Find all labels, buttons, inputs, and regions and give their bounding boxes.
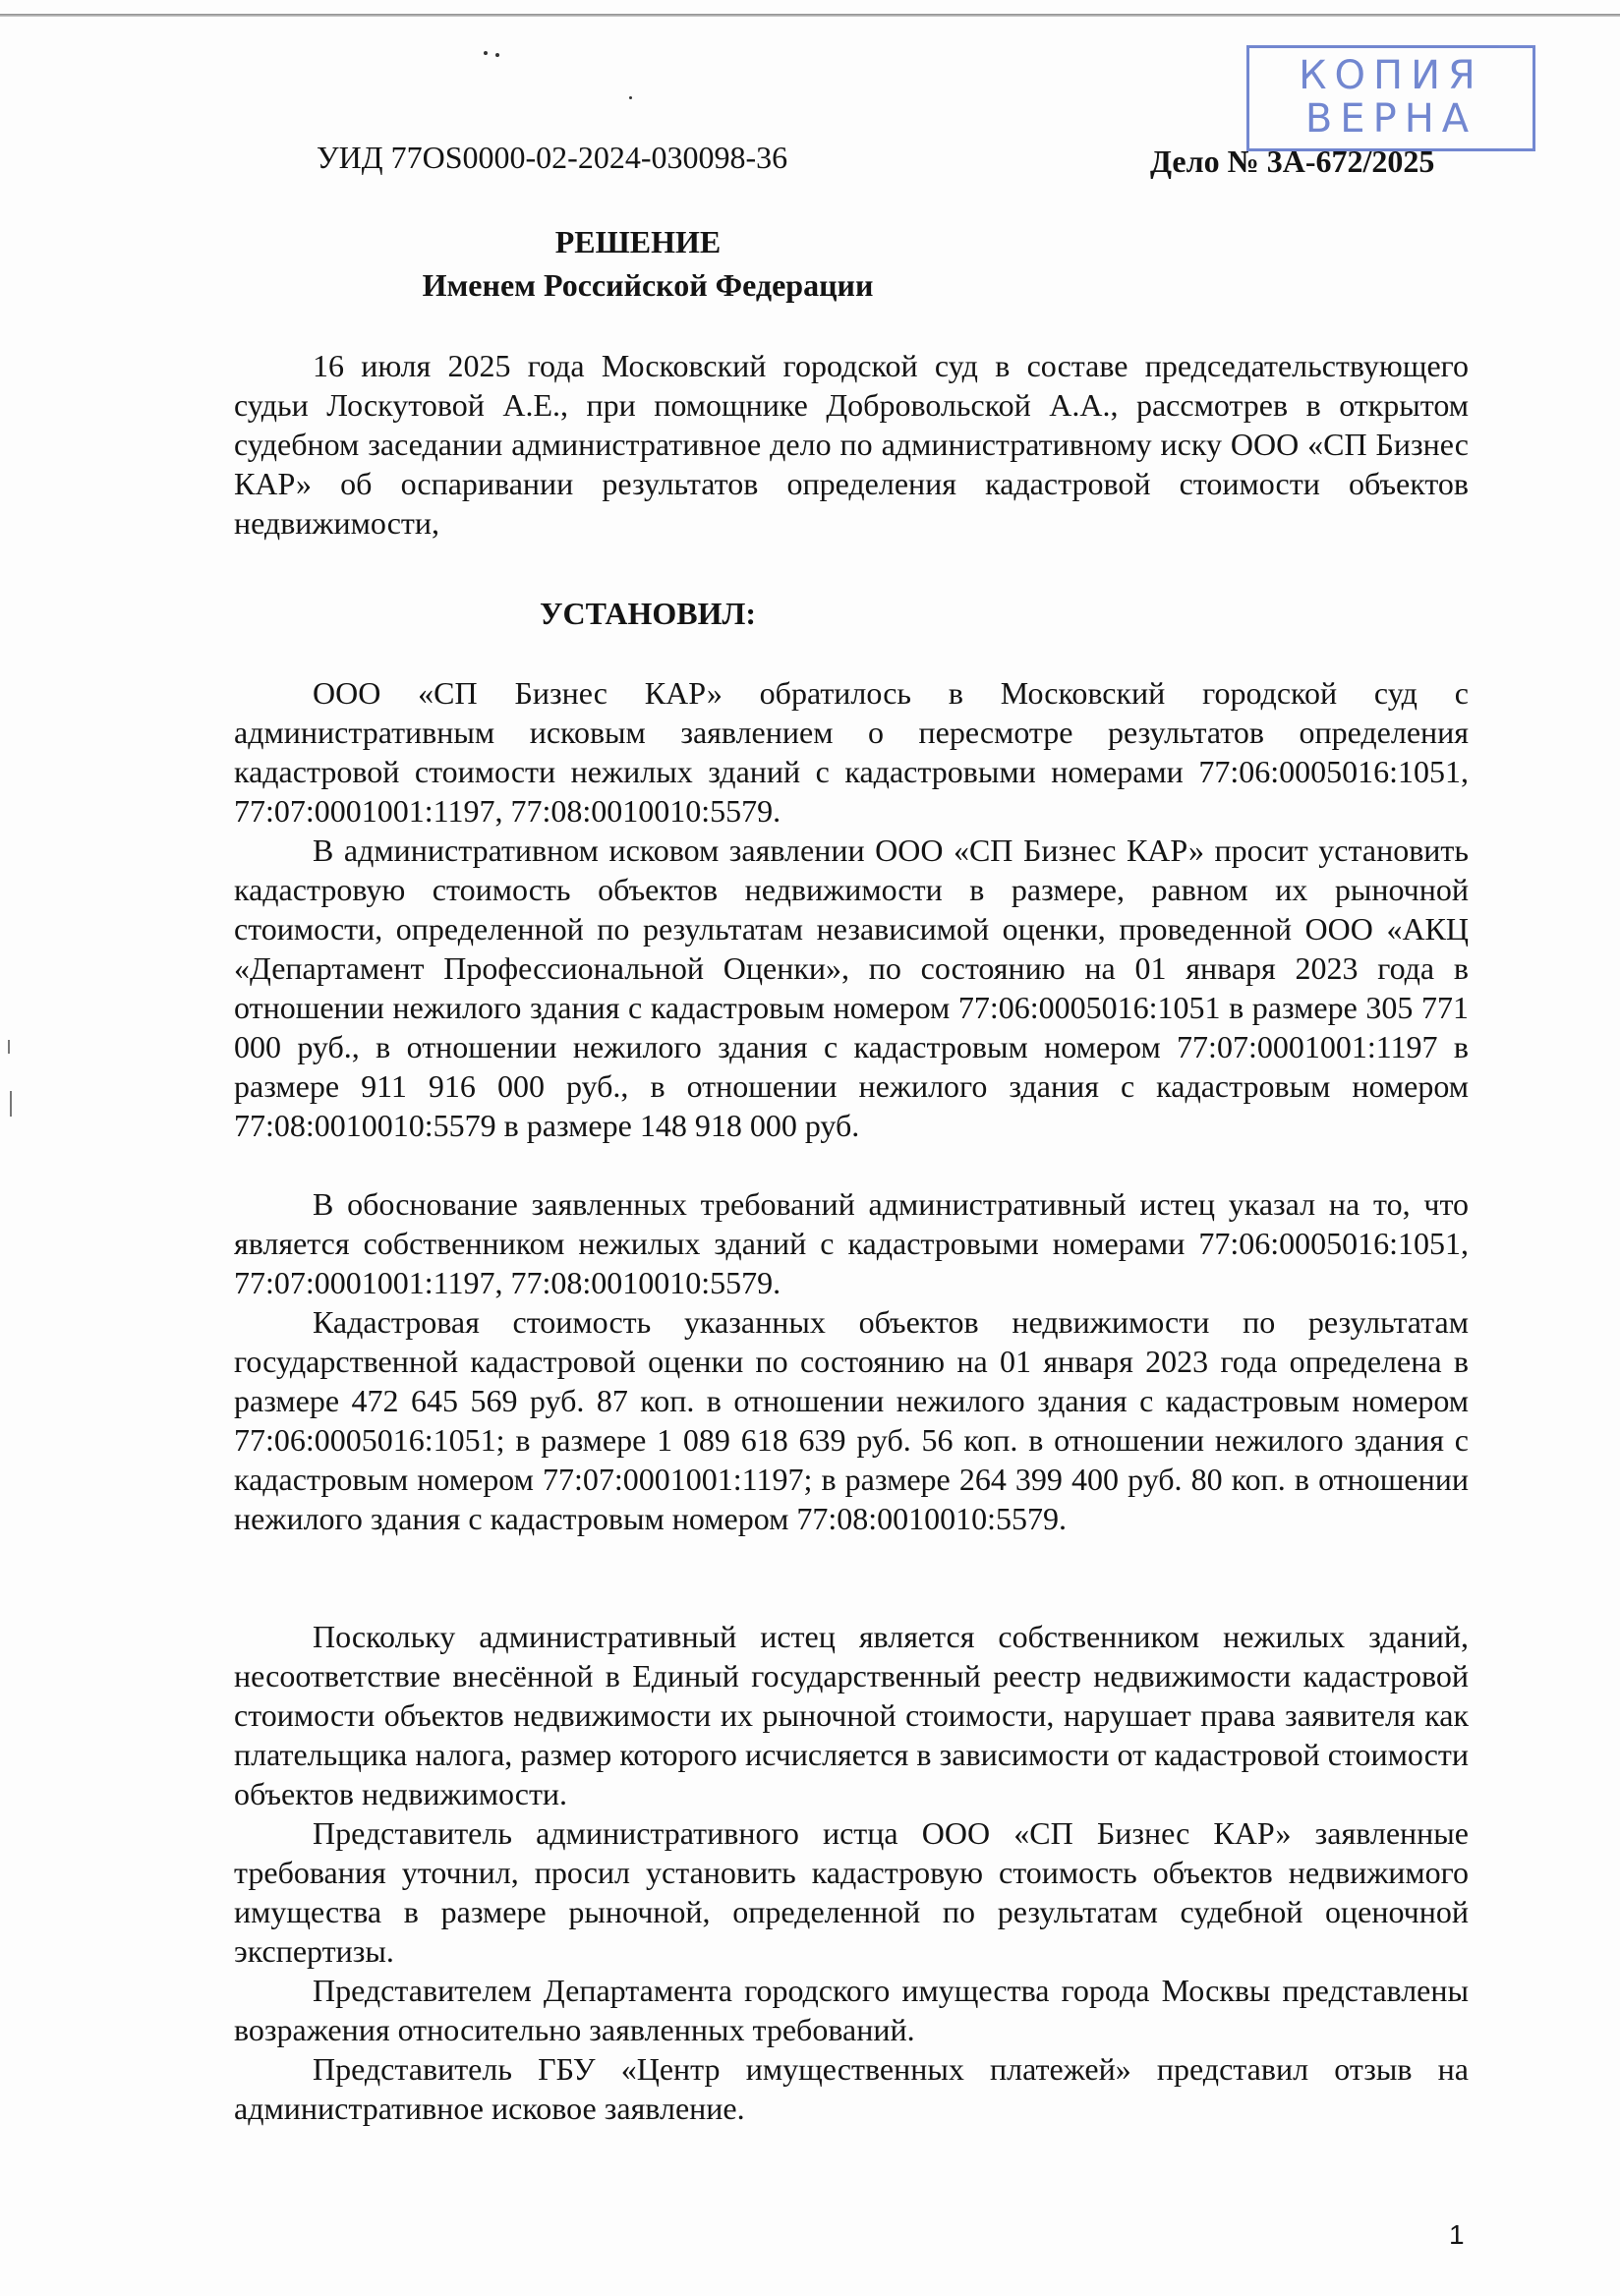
paragraph: В обоснование заявленных требований административный истец указал на то, что является собственником нежилых зданий с кадастровыми номерами 77:06:0005016:1051, 77:07:0001001:1197, 77:08:0010010:5579. bbox=[234, 1186, 1469, 1300]
scan-margin-mark bbox=[10, 1091, 12, 1117]
paragraph: Представитель административного истца ООО «СП Бизнес КАР» заявленные требования уточнил, просил установить кадастровую стоимость объектов недвижимого имущества в размере рыночной, определенной по результатам судебной оценочной экспертизы. bbox=[234, 1815, 1469, 1969]
case-number: Дело № 3А-672/2025 bbox=[1150, 144, 1435, 179]
page-number: 1 bbox=[1449, 2219, 1465, 2250]
paragraph: Представителем Департамента городского имущества города Москвы представлены возражения относительно заявленных требований. bbox=[234, 1973, 1469, 2047]
copy-true-stamp bbox=[1246, 45, 1535, 151]
scan-top-edge bbox=[0, 14, 1620, 17]
paragraph: Поскольку административный истец является собственником нежилых зданий, несоответствие внесённой в Единый государственный реестр недвижимости кадастровой стоимости объектов недвижимости их рыночной стоимости, нарушает права заявителя как плательщика налога, размер которого исчисляется в зависимости от кадастровой стоимости объектов недвижимости. bbox=[234, 1619, 1469, 1811]
paragraph: ООО «СП Бизнес КАР» обратилось в Московский городской суд с административным исковым заявлением о пересмотре результатов определения кадастровой стоимости нежилых зданий с кадастровыми номерами 77:06:0005016:1051, 77:07:0001001:1197, 77:08:0010010:5579. bbox=[234, 675, 1469, 829]
stamp-line-1: КОПИЯ bbox=[1299, 53, 1483, 98]
decision-subtitle: Именем Российской Федерации bbox=[422, 267, 874, 303]
scan-margin-mark bbox=[8, 1040, 10, 1054]
established-heading: УСТАНОВИЛ: bbox=[540, 596, 756, 631]
paragraph: В административном исковом заявлении ООО «СП Бизнес КАР» просит установить кадастровую стоимость объектов недвижимости в размере, равном их рыночной стоимости, определенной по результатам независимой оценки, проведенной ООО «АКЦ «Департамент Профессиональной Оценки», по состоянию на 01 января 2023 года в отношении нежилого здания с кадастровым номером 77:06:0005016:1051 в размере 305 771 000 руб., в отношении нежилого здания с кадастровым номером 77:07:0001001:1197 в размере 911 916 000 руб., в отношении нежилого здания с кадастровым номером 77:08:0010010:5579 в размере 148 918 000 руб. bbox=[234, 832, 1469, 1143]
scan-speck bbox=[484, 51, 488, 55]
case-uid: УИД 77OS0000-02-2024-030098-36 bbox=[317, 140, 788, 175]
paragraph-intro: 16 июля 2025 года Московский городской суд в составе председательствующего судьи Лоскутовой А.Е., при помощнике Добровольской А.А., рассмотрев в открытом судебном заседании административное дело по административному иску ООО «СП Бизнес КАР» об оспаривании результатов определения кадастровой стоимости объектов недвижимости, bbox=[234, 348, 1469, 541]
paragraph: Кадастровая стоимость указанных объектов недвижимости по результатам государственной кадастровой оценки по состоянию на 01 января 2023 года определена в размере 472 645 569 руб. 87 коп. в отношении нежилого здания с кадастровым номером 77:06:0005016:1051; в размере 1 089 618 639 руб. 56 коп. в отношении нежилого здания с кадастровым номером 77:07:0001001:1197; в размере 264 399 400 руб. 80 коп. в отношении нежилого здания с кадастровым номером 77:08:0010010:5579. bbox=[234, 1304, 1469, 1536]
decision-title: РЕШЕНИЕ bbox=[554, 224, 722, 259]
scan-speck bbox=[629, 96, 632, 99]
stamp-line-2: ВЕРНА bbox=[1304, 96, 1477, 142]
paragraph: Представитель ГБУ «Центр имущественных платежей» представил отзыв на административное исковое заявление. bbox=[234, 2051, 1469, 2126]
scan-speck bbox=[495, 53, 499, 57]
